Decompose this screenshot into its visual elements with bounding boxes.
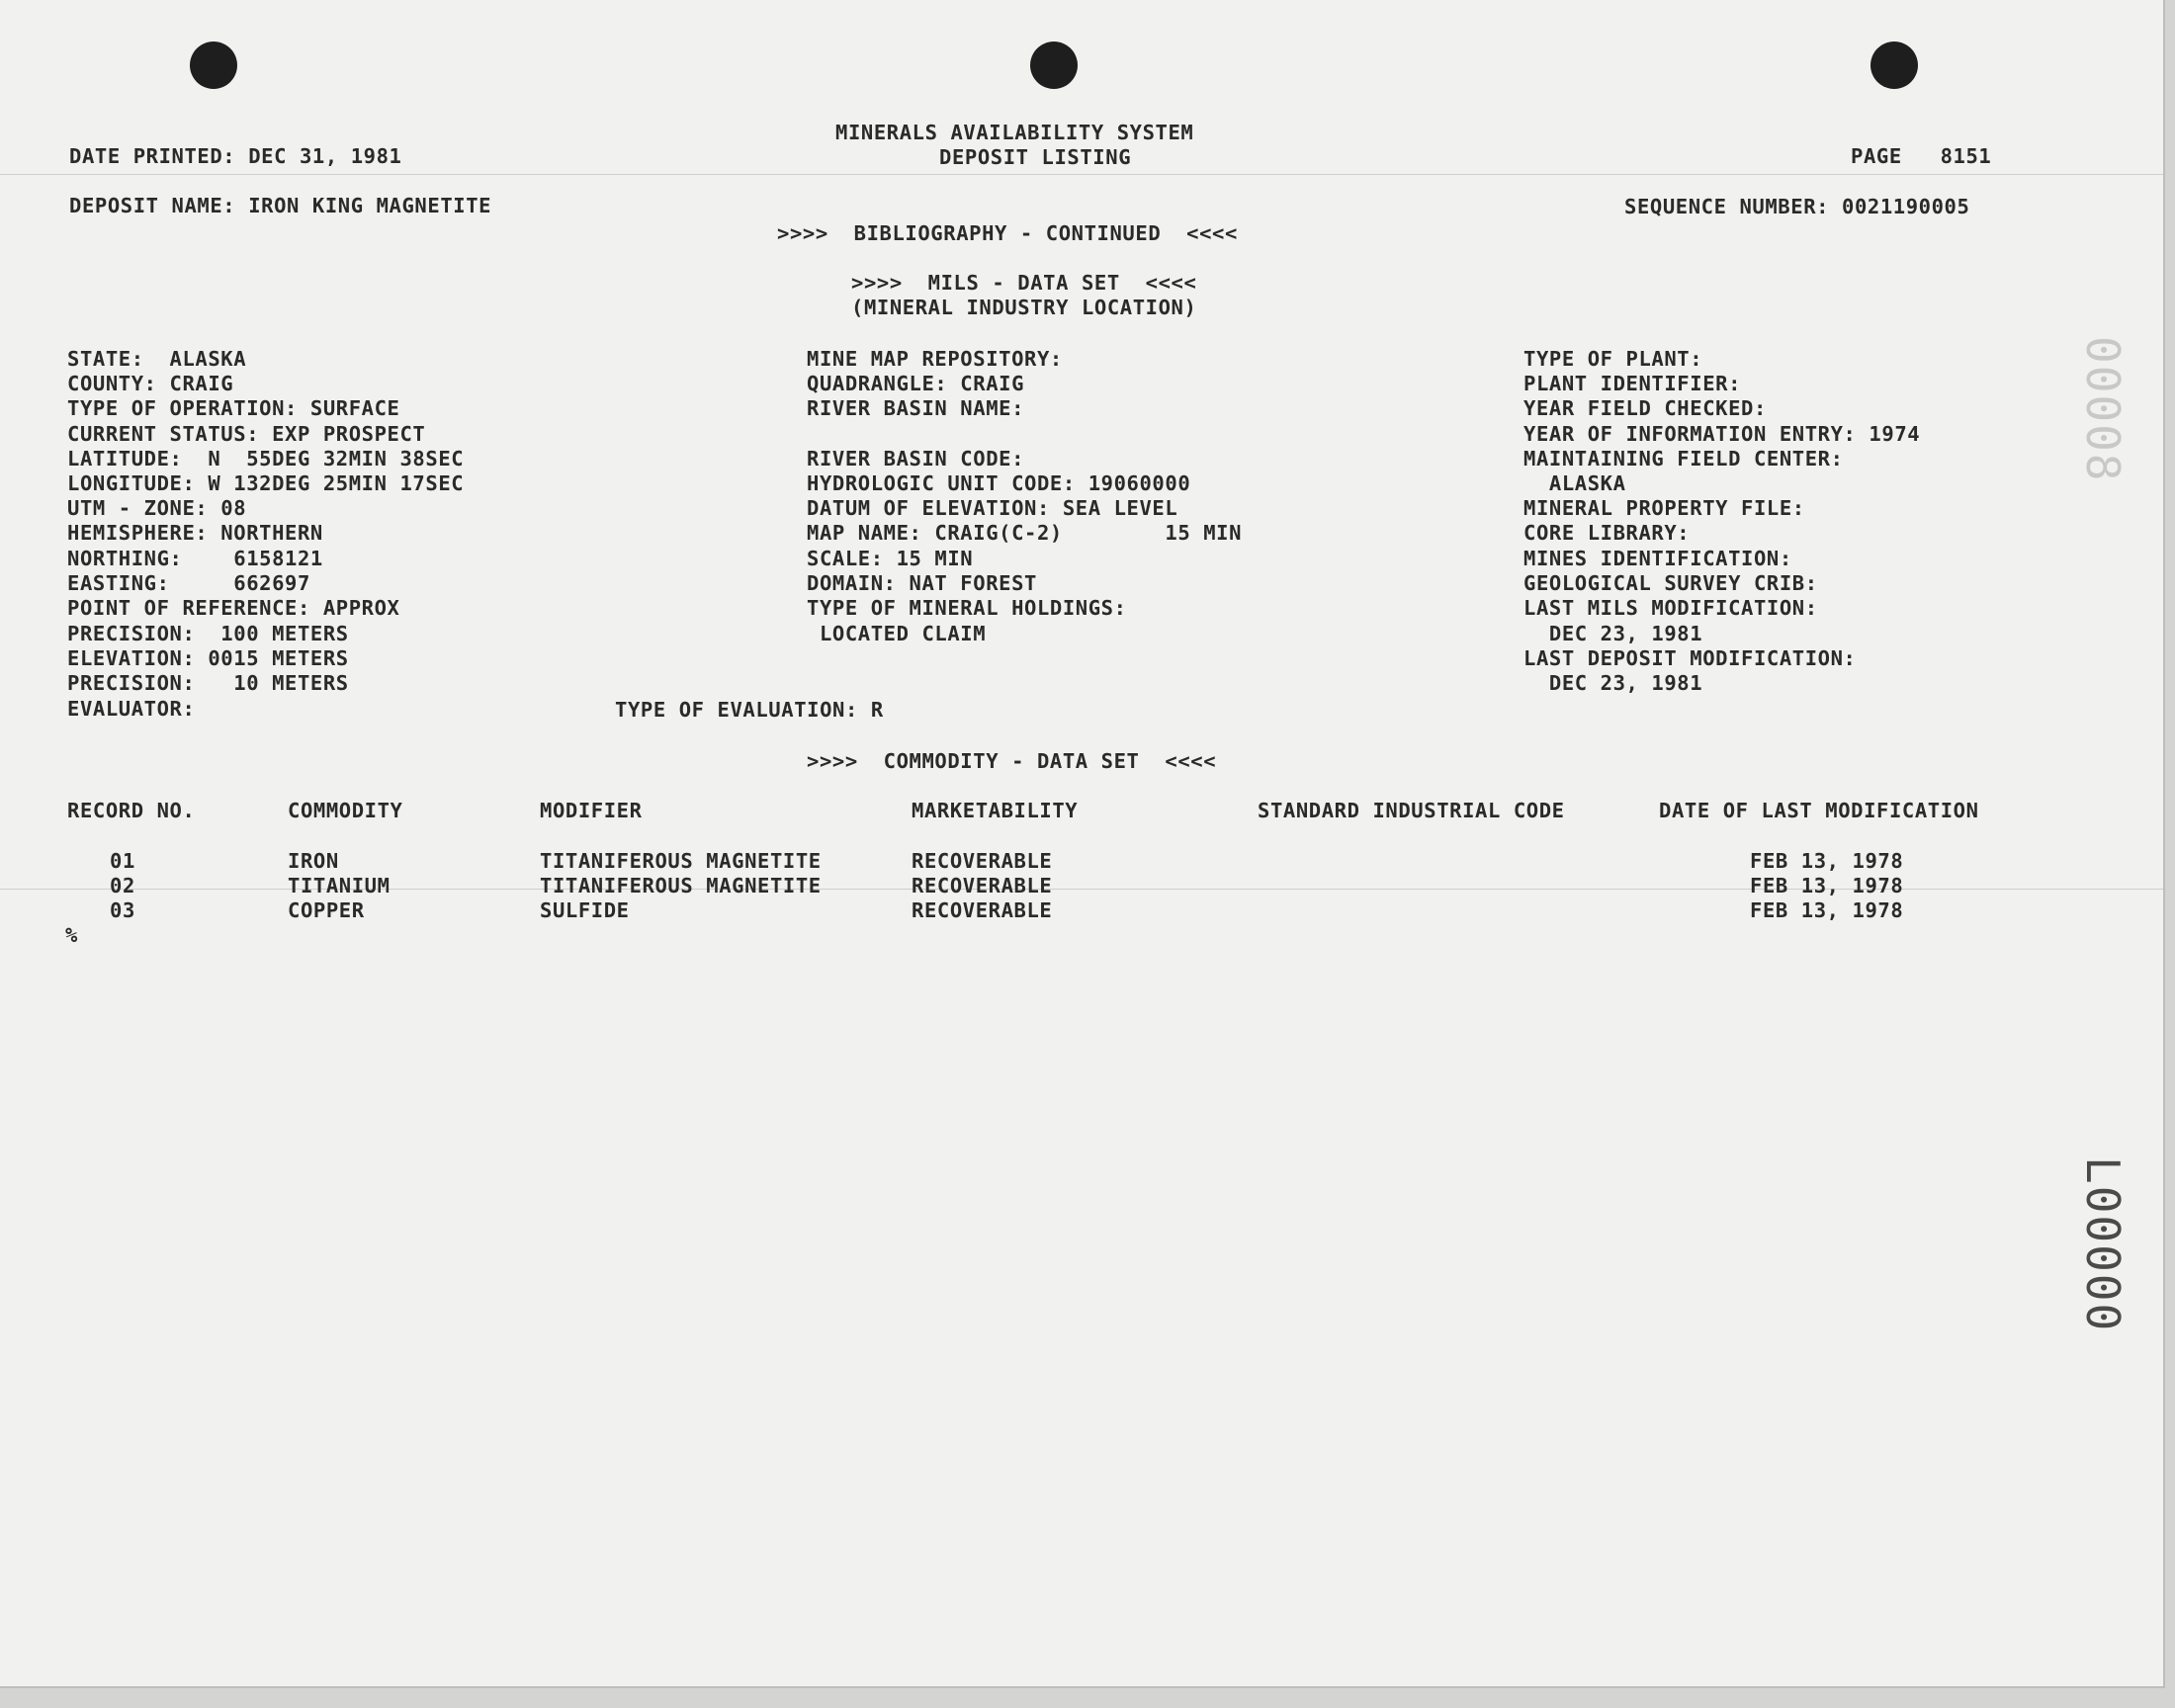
- cell-marketability: RECOVERABLE: [912, 874, 1053, 897]
- field-quadrangle: QUADRANGLE: CRAIG: [807, 372, 1025, 395]
- field-scale: SCALE: 15 MIN: [807, 547, 974, 570]
- cell-marketability: RECOVERABLE: [912, 849, 1053, 873]
- field-state: STATE: ALASKA: [67, 347, 247, 371]
- cell-record-no: 03: [110, 898, 135, 922]
- field-utm-zone: UTM - ZONE: 08: [67, 496, 247, 520]
- field-type-of-mineral-holdings: TYPE OF MINERAL HOLDINGS:: [807, 596, 1127, 620]
- field-year-of-information-entry: YEAR OF INFORMATION ENTRY: 1974: [1523, 422, 1921, 446]
- field-elevation: ELEVATION: 0015 METERS: [67, 646, 349, 670]
- header-title-line2: DEPOSIT LISTING: [939, 145, 1132, 169]
- field-latitude: LATITUDE: N 55DEG 32MIN 38SEC: [67, 447, 465, 470]
- punch-hole-right: [1870, 42, 1918, 89]
- field-type-of-plant: TYPE OF PLANT:: [1523, 347, 1703, 371]
- field-point-of-reference: POINT OF REFERENCE: APPROX: [67, 596, 400, 620]
- field-field-center-value: ALASKA: [1523, 471, 1626, 495]
- cell-marketability: RECOVERABLE: [912, 898, 1053, 922]
- mils-subheading: (MINERAL INDUSTRY LOCATION): [851, 296, 1197, 319]
- field-plant-identifier: PLANT IDENTIFIER:: [1523, 372, 1742, 395]
- margin-stamp-lower: L00000: [2076, 1156, 2130, 1333]
- cell-commodity: IRON: [288, 849, 339, 873]
- bibliography-heading: >>>> BIBLIOGRAPHY - CONTINUED <<<<: [777, 221, 1238, 245]
- field-last-mils-modification-date: DEC 23, 1981: [1523, 622, 1703, 645]
- cell-date-of-last-modification: FEB 13, 1978: [1750, 849, 1904, 873]
- header-standard-industrial-code: STANDARD INDUSTRIAL CODE: [1258, 799, 1565, 822]
- field-year-field-checked: YEAR FIELD CHECKED:: [1523, 396, 1767, 420]
- field-domain: DOMAIN: NAT FOREST: [807, 571, 1037, 595]
- end-of-record-mark: %: [65, 923, 78, 947]
- field-hemisphere: HEMISPHERE: NORTHERN: [67, 521, 323, 545]
- field-geological-survey-crib: GEOLOGICAL SURVEY CRIB:: [1523, 571, 1818, 595]
- field-precision-location: PRECISION: 100 METERS: [67, 622, 349, 645]
- punch-hole-center: [1030, 42, 1078, 89]
- field-map-name: MAP NAME: CRAIG(C-2) 15 MIN: [807, 521, 1243, 545]
- field-county: COUNTY: CRAIG: [67, 372, 234, 395]
- cell-modifier: TITANIFEROUS MAGNETITE: [540, 874, 822, 897]
- cell-date-of-last-modification: FEB 13, 1978: [1750, 874, 1904, 897]
- cell-date-of-last-modification: FEB 13, 1978: [1750, 898, 1904, 922]
- field-core-library: CORE LIBRARY:: [1523, 521, 1691, 545]
- header-commodity: COMMODITY: [288, 799, 403, 822]
- field-river-basin-name: RIVER BASIN NAME:: [807, 396, 1025, 420]
- page-number: PAGE 8151: [1851, 144, 1992, 168]
- header-date-of-last-modification: DATE OF LAST MODIFICATION: [1659, 799, 1979, 822]
- cell-modifier: SULFIDE: [540, 898, 630, 922]
- cell-record-no: 02: [110, 874, 135, 897]
- field-last-mils-modification: LAST MILS MODIFICATION:: [1523, 596, 1818, 620]
- punch-hole-left: [190, 42, 237, 89]
- field-type-of-operation: TYPE OF OPERATION: SURFACE: [67, 396, 400, 420]
- field-datum-of-elevation: DATUM OF ELEVATION: SEA LEVEL: [807, 496, 1178, 520]
- field-current-status: CURRENT STATUS: EXP PROSPECT: [67, 422, 426, 446]
- commodity-heading: >>>> COMMODITY - DATA SET <<<<: [807, 749, 1217, 773]
- field-precision-elevation: PRECISION: 10 METERS: [67, 671, 349, 695]
- date-printed: DATE PRINTED: DEC 31, 1981: [69, 144, 402, 168]
- header-title-line1: MINERALS AVAILABILITY SYSTEM: [835, 121, 1194, 144]
- field-northing: NORTHING: 6158121: [67, 547, 323, 570]
- field-maintaining-field-center: MAINTAINING FIELD CENTER:: [1523, 447, 1844, 470]
- field-hydrologic-unit-code: HYDROLOGIC UNIT CODE: 19060000: [807, 471, 1191, 495]
- field-longitude: LONGITUDE: W 132DEG 25MIN 17SEC: [67, 471, 465, 495]
- header-modifier: MODIFIER: [540, 799, 643, 822]
- header-marketability: MARKETABILITY: [912, 799, 1079, 822]
- deposit-name: DEPOSIT NAME: IRON KING MAGNETITE: [69, 194, 492, 217]
- header-record-no: RECORD NO.: [67, 799, 196, 822]
- field-easting: EASTING: 662697: [67, 571, 310, 595]
- field-type-of-evaluation: TYPE OF EVALUATION: R: [615, 698, 884, 722]
- cell-commodity: TITANIUM: [288, 874, 391, 897]
- cell-commodity: COPPER: [288, 898, 365, 922]
- cell-record-no: 01: [110, 849, 135, 873]
- margin-stamp-upper: 00008: [2076, 336, 2130, 483]
- field-mineral-property-file: MINERAL PROPERTY FILE:: [1523, 496, 1805, 520]
- field-mines-identification: MINES IDENTIFICATION:: [1523, 547, 1792, 570]
- cell-modifier: TITANIFEROUS MAGNETITE: [540, 849, 822, 873]
- field-mineral-holdings-value: LOCATED CLAIM: [807, 622, 987, 645]
- mils-heading: >>>> MILS - DATA SET <<<<: [851, 271, 1197, 295]
- fold-line-top: [0, 174, 2163, 175]
- field-evaluator: EVALUATOR:: [67, 697, 196, 721]
- field-mine-map-repository: MINE MAP REPOSITORY:: [807, 347, 1063, 371]
- field-last-deposit-modification-date: DEC 23, 1981: [1523, 671, 1703, 695]
- field-river-basin-code: RIVER BASIN CODE:: [807, 447, 1025, 470]
- field-last-deposit-modification: LAST DEPOSIT MODIFICATION:: [1523, 646, 1857, 670]
- sequence-number: SEQUENCE NUMBER: 0021190005: [1624, 195, 1970, 218]
